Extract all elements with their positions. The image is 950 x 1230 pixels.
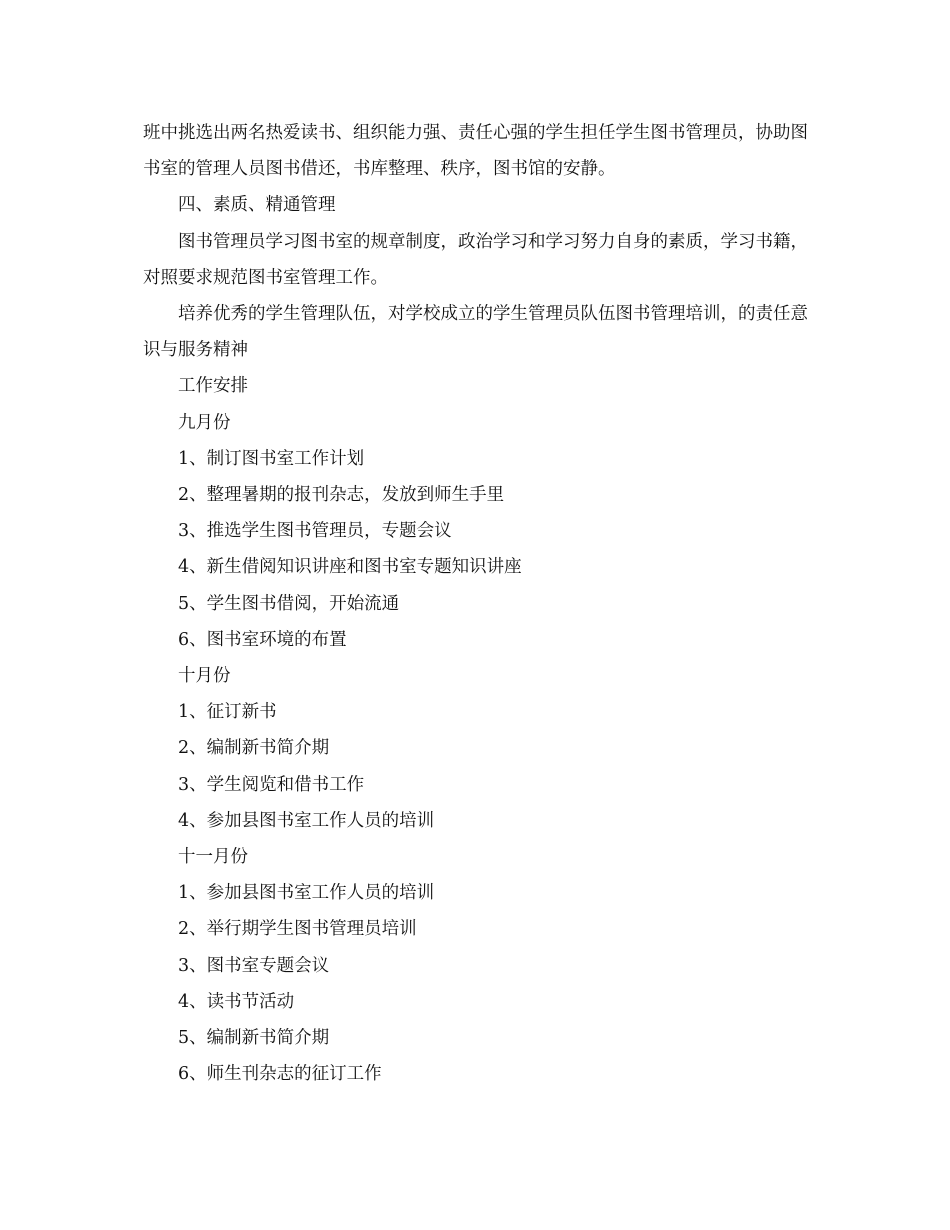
paragraph: 班中挑选出两名热爱读书、组织能力强、责任心强的学生担任学生图书管理员，协助图书室的管理人员图书借还，书库整理、秩序，图书馆的安静。 [143,123,808,180]
paragraph: 6、师生刊杂志的征订工作 [178,1064,382,1085]
paragraph: 四、素质、精通管理 [178,195,336,216]
paragraph: 图书管理员学习图书室的规章制度，政治学习和学习努力自身的素质，学习书籍，对照要求规范图书室管理工作。 [143,231,808,288]
paragraph: 十一月份 [178,847,248,868]
paragraph: 1、征订新书 [178,702,277,723]
paragraph: 3、图书室专题会议 [178,955,330,976]
paragraph: 4、读书节活动 [178,991,295,1012]
paragraph: 5、编制新书简介期 [178,1028,330,1049]
paragraph: 2、举行期学生图书管理员培训 [178,919,417,940]
paragraph: 2、整理暑期的报刊杂志，发放到师生手里 [178,485,505,506]
paragraph: 3、学生阅览和借书工作 [178,774,365,795]
paragraph: 培养优秀的学生管理队伍，对学校成立的学生管理员队伍图书管理培训，的责任意识与服务精神 [143,304,808,361]
document-body [143,115,808,1092]
paragraph: 4、新生借阅知识讲座和图书室专题知识讲座 [178,557,522,578]
paragraph: 6、图书室环境的布置 [178,629,347,650]
paragraph: 3、推选学生图书管理员，专题会议 [178,521,452,542]
paragraph: 工作安排 [178,376,248,397]
paragraph: 2、编制新书简介期 [178,738,330,759]
paragraph: 4、参加县图书室工作人员的培训 [178,810,435,831]
paragraph: 十月份 [178,666,231,687]
paragraph: 1、制订图书室工作计划 [178,448,365,469]
paragraph: 九月份 [178,412,231,433]
paragraph: 1、参加县图书室工作人员的培训 [178,883,435,904]
paragraph: 5、学生图书借阅，开始流通 [178,593,400,614]
